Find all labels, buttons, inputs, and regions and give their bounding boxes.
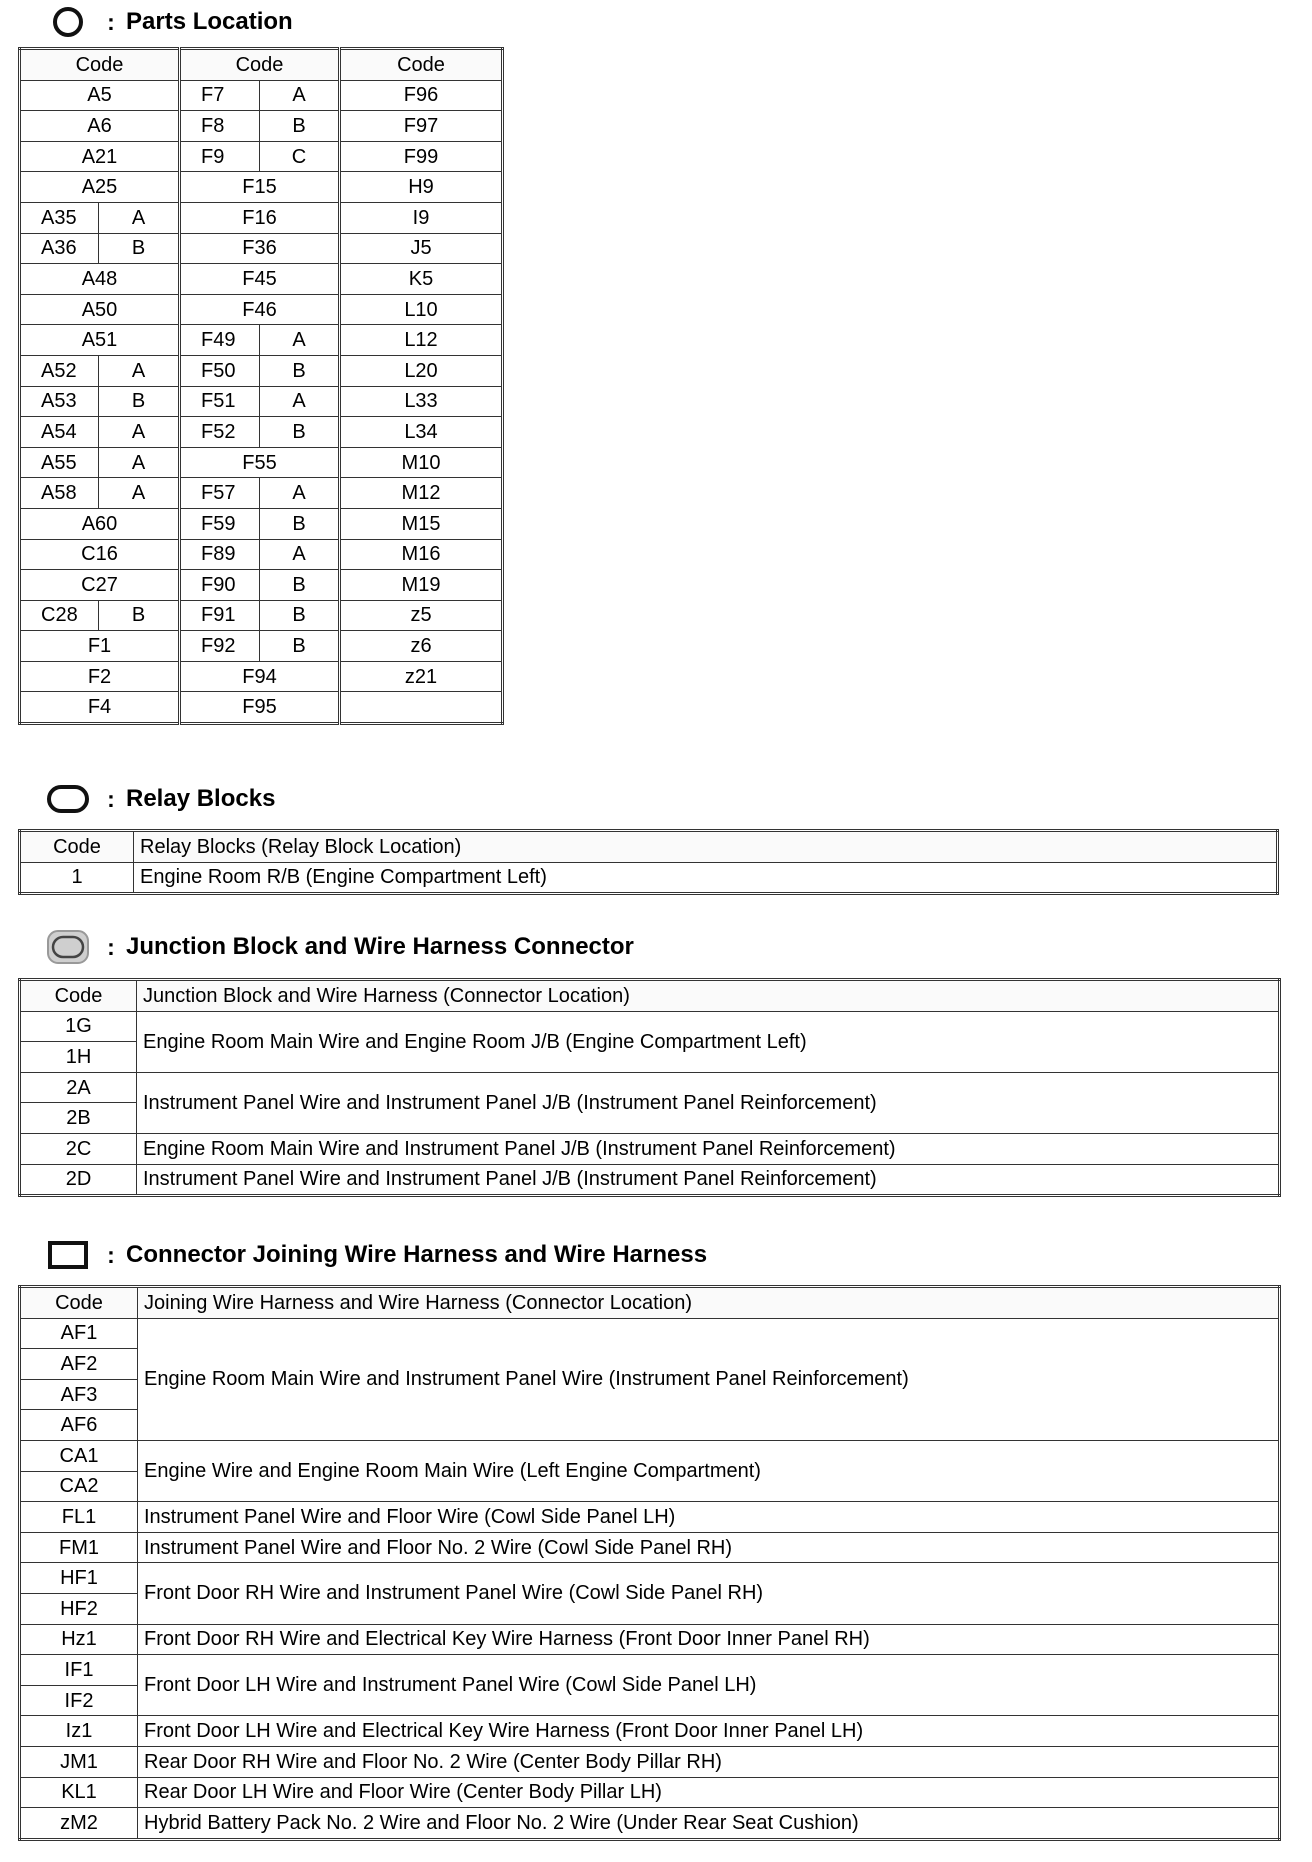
connector-location: Front Door LH Wire and Electrical Key Wire Harness (Front Door Inner Panel LH) [138, 1716, 1280, 1747]
part-code: M10 [340, 447, 503, 478]
table-row [20, 233, 503, 264]
oval-symbol-icon [40, 781, 96, 817]
part-code: F92 [180, 631, 260, 662]
connector-location: Rear Door LH Wire and Floor Wire (Center Body Pillar LH) [138, 1777, 1280, 1808]
part-variant: B [260, 417, 340, 448]
part-code: L10 [340, 294, 503, 325]
part-code: F15 [180, 172, 340, 203]
part-code: C27 [20, 570, 180, 601]
part-code: F8 [180, 111, 260, 142]
part-variant: B [260, 355, 340, 386]
heading-colon: : [107, 785, 115, 812]
part-code: F55 [180, 447, 340, 478]
connector-location: Hybrid Battery Pack No. 2 Wire and Floor No. 2 Wire (Under Rear Seat Cushion) [138, 1808, 1280, 1840]
table-row [20, 111, 503, 142]
part-code: M16 [340, 539, 503, 570]
part-code: L12 [340, 325, 503, 356]
part-code: A48 [20, 264, 180, 295]
table-row [20, 600, 503, 631]
table-row [20, 294, 503, 325]
part-variant: A [99, 202, 180, 233]
connector-code: FL1 [20, 1502, 138, 1533]
connector-location: Front Door LH Wire and Instrument Panel Wire (Cowl Side Panel LH) [138, 1655, 1280, 1716]
part-code: A60 [20, 508, 180, 539]
connector-code: Iz1 [20, 1716, 138, 1747]
column-header: Code [20, 49, 180, 81]
part-variant: B [260, 631, 340, 662]
table-row [20, 1532, 1280, 1563]
connector-code: AF2 [20, 1349, 138, 1380]
table-row [20, 692, 503, 724]
part-code: J5 [340, 233, 503, 264]
part-variant: C [260, 141, 340, 172]
part-code: z21 [340, 661, 503, 692]
part-code: F89 [180, 539, 260, 570]
connector-code: CA2 [20, 1471, 138, 1502]
column-header: Relay Blocks (Relay Block Location) [134, 831, 1278, 863]
table-row [20, 661, 503, 692]
part-code: F1 [20, 631, 180, 662]
part-variant: B [99, 233, 180, 264]
connector-code: HF1 [20, 1563, 138, 1594]
connector-location: Instrument Panel Wire and Instrument Panel J/B (Instrument Panel Reinforcement) [137, 1164, 1280, 1196]
connector-location: Instrument Panel Wire and Instrument Panel J/B (Instrument Panel Reinforcement) [137, 1072, 1280, 1133]
connector-code: JM1 [20, 1746, 138, 1777]
part-code: A50 [20, 294, 180, 325]
part-variant: A [260, 386, 340, 417]
part-code: F50 [180, 355, 260, 386]
section-title: Parts Location [126, 8, 293, 35]
part-code: A25 [20, 172, 180, 203]
connector-code: 2D [20, 1164, 137, 1196]
part-code: F94 [180, 661, 340, 692]
table-row [20, 386, 503, 417]
part-variant: A [99, 478, 180, 509]
part-code: F2 [20, 661, 180, 692]
part-code: I9 [340, 202, 503, 233]
part-variant: A [260, 80, 340, 111]
connector-code: Hz1 [20, 1624, 138, 1655]
part-code: F91 [180, 600, 260, 631]
connector-code: 2C [20, 1133, 137, 1164]
part-variant: B [260, 508, 340, 539]
table-row [20, 862, 1278, 894]
column-header: Code [20, 831, 134, 863]
table-row [20, 1777, 1280, 1808]
part-code: L33 [340, 386, 503, 417]
part-code [340, 692, 503, 724]
part-code: M15 [340, 508, 503, 539]
square-symbol-icon [40, 1237, 96, 1273]
table-row [20, 1133, 1280, 1164]
part-variant: A [260, 478, 340, 509]
part-code: M19 [340, 570, 503, 601]
column-header: Code [20, 1287, 138, 1319]
part-code: F16 [180, 202, 340, 233]
column-header: Code [340, 49, 503, 81]
table-row [20, 1716, 1280, 1747]
part-variant: B [260, 600, 340, 631]
connector-location: Engine Room Main Wire and Engine Room J/B (Engine Compartment Left) [137, 1011, 1280, 1072]
part-variant: B [99, 386, 180, 417]
table-row [20, 202, 503, 233]
part-code: F36 [180, 233, 340, 264]
connector-code: AF6 [20, 1410, 138, 1441]
part-code: F90 [180, 570, 260, 601]
connector-location: Engine Wire and Engine Room Main Wire (Left Engine Compartment) [138, 1440, 1280, 1501]
shaded-oval-symbol-icon [40, 929, 96, 965]
part-code: A36 [20, 233, 99, 264]
table-row [20, 539, 503, 570]
table-row [20, 1655, 1280, 1686]
heading-colon: : [107, 933, 115, 960]
relay-blocks-table [18, 829, 1279, 895]
part-code: F51 [180, 386, 260, 417]
part-code: F59 [180, 508, 260, 539]
part-code: F57 [180, 478, 260, 509]
part-code: C16 [20, 539, 180, 570]
part-code: H9 [340, 172, 503, 203]
section-title: Connector Joining Wire Harness and Wire Harness [126, 1241, 708, 1268]
connector-code: 2A [20, 1072, 137, 1103]
table-row [20, 264, 503, 295]
table-row [20, 478, 503, 509]
part-code: F52 [180, 417, 260, 448]
connector-location: Instrument Panel Wire and Floor No. 2 Wire (Cowl Side Panel RH) [138, 1532, 1280, 1563]
table-row [20, 1502, 1280, 1533]
connector-code: IF2 [20, 1685, 138, 1716]
table-header-row [20, 49, 503, 81]
connector-code: FM1 [20, 1532, 138, 1563]
connector-location: Instrument Panel Wire and Floor Wire (Cowl Side Panel LH) [138, 1502, 1280, 1533]
connector-location: Engine Room R/B (Engine Compartment Left) [134, 862, 1278, 894]
part-code: F97 [340, 111, 503, 142]
part-code: A5 [20, 80, 180, 111]
column-header: Code [180, 49, 340, 81]
part-code: A6 [20, 111, 180, 142]
part-code: F96 [340, 80, 503, 111]
table-row [20, 1011, 1280, 1042]
table-row [20, 570, 503, 601]
connector-location: Front Door RH Wire and Instrument Panel Wire (Cowl Side Panel RH) [138, 1563, 1280, 1624]
part-variant: A [99, 447, 180, 478]
table-row [20, 1624, 1280, 1655]
part-code: F46 [180, 294, 340, 325]
table-row [20, 1164, 1280, 1196]
connector-joining-heading [40, 1237, 707, 1273]
connector-location: Engine Room Main Wire and Instrument Panel J/B (Instrument Panel Reinforcement) [137, 1133, 1280, 1164]
part-code: F9 [180, 141, 260, 172]
part-code: K5 [340, 264, 503, 295]
table-row [20, 141, 503, 172]
part-code: F7 [180, 80, 260, 111]
part-code: A35 [20, 202, 99, 233]
connector-code: AF3 [20, 1379, 138, 1410]
table-row [20, 417, 503, 448]
relay-blocks-heading [40, 781, 275, 817]
table-header-row [20, 1287, 1280, 1319]
part-code: F49 [180, 325, 260, 356]
part-code: A21 [20, 141, 180, 172]
part-code: F45 [180, 264, 340, 295]
part-code: A53 [20, 386, 99, 417]
part-variant: A [260, 539, 340, 570]
junction-block-table [18, 978, 1281, 1197]
table-row [20, 1440, 1280, 1471]
table-row [20, 355, 503, 386]
parts-location-heading [40, 4, 293, 40]
table-row [20, 325, 503, 356]
column-header: Code [20, 980, 137, 1012]
part-variant: B [99, 600, 180, 631]
table-row [20, 172, 503, 203]
part-variant: A [99, 355, 180, 386]
connector-code: 1G [20, 1011, 137, 1042]
circle-symbol-icon [40, 4, 96, 40]
heading-colon: : [107, 8, 115, 35]
connector-code: 1H [20, 1042, 137, 1073]
part-variant: A [260, 325, 340, 356]
connector-code: zM2 [20, 1808, 138, 1840]
part-code: F95 [180, 692, 340, 724]
connector-location: Front Door RH Wire and Electrical Key Wire Harness (Front Door Inner Panel RH) [138, 1624, 1280, 1655]
part-code: L20 [340, 355, 503, 386]
part-code: z5 [340, 600, 503, 631]
part-code: C28 [20, 600, 99, 631]
column-header: Joining Wire Harness and Wire Harness (Connector Location) [138, 1287, 1280, 1319]
table-row [20, 631, 503, 662]
table-row [20, 1746, 1280, 1777]
table-row [20, 80, 503, 111]
connector-joining-table [18, 1285, 1281, 1841]
part-variant: B [260, 111, 340, 142]
connector-location: Rear Door RH Wire and Floor No. 2 Wire (Center Body Pillar RH) [138, 1746, 1280, 1777]
connector-code: KL1 [20, 1777, 138, 1808]
connector-code: 1 [20, 862, 134, 894]
column-header: Junction Block and Wire Harness (Connector Location) [137, 980, 1280, 1012]
connector-code: AF1 [20, 1318, 138, 1349]
part-code: A51 [20, 325, 180, 356]
part-code: A55 [20, 447, 99, 478]
part-code: A58 [20, 478, 99, 509]
part-code: M12 [340, 478, 503, 509]
junction-block-heading [40, 929, 634, 965]
table-row [20, 447, 503, 478]
part-code: L34 [340, 417, 503, 448]
part-code: A54 [20, 417, 99, 448]
parts-location-table [18, 47, 504, 725]
part-code: z6 [340, 631, 503, 662]
part-code: F99 [340, 141, 503, 172]
table-row [20, 508, 503, 539]
section-title: Junction Block and Wire Harness Connector [126, 933, 634, 960]
table-row [20, 1563, 1280, 1594]
section-title: Relay Blocks [126, 785, 276, 812]
table-row [20, 1808, 1280, 1840]
table-row [20, 1318, 1280, 1349]
connector-code: HF2 [20, 1593, 138, 1624]
part-code: A52 [20, 355, 99, 386]
connector-code: 2B [20, 1103, 137, 1134]
part-variant: B [260, 570, 340, 601]
table-header-row [20, 831, 1278, 863]
part-code: F4 [20, 692, 180, 724]
connector-code: IF1 [20, 1655, 138, 1686]
connector-location: Engine Room Main Wire and Instrument Panel Wire (Instrument Panel Reinforcement) [138, 1318, 1280, 1440]
part-variant: A [99, 417, 180, 448]
table-header-row [20, 980, 1280, 1012]
heading-colon: : [107, 1241, 115, 1268]
table-row [20, 1072, 1280, 1103]
connector-code: CA1 [20, 1440, 138, 1471]
